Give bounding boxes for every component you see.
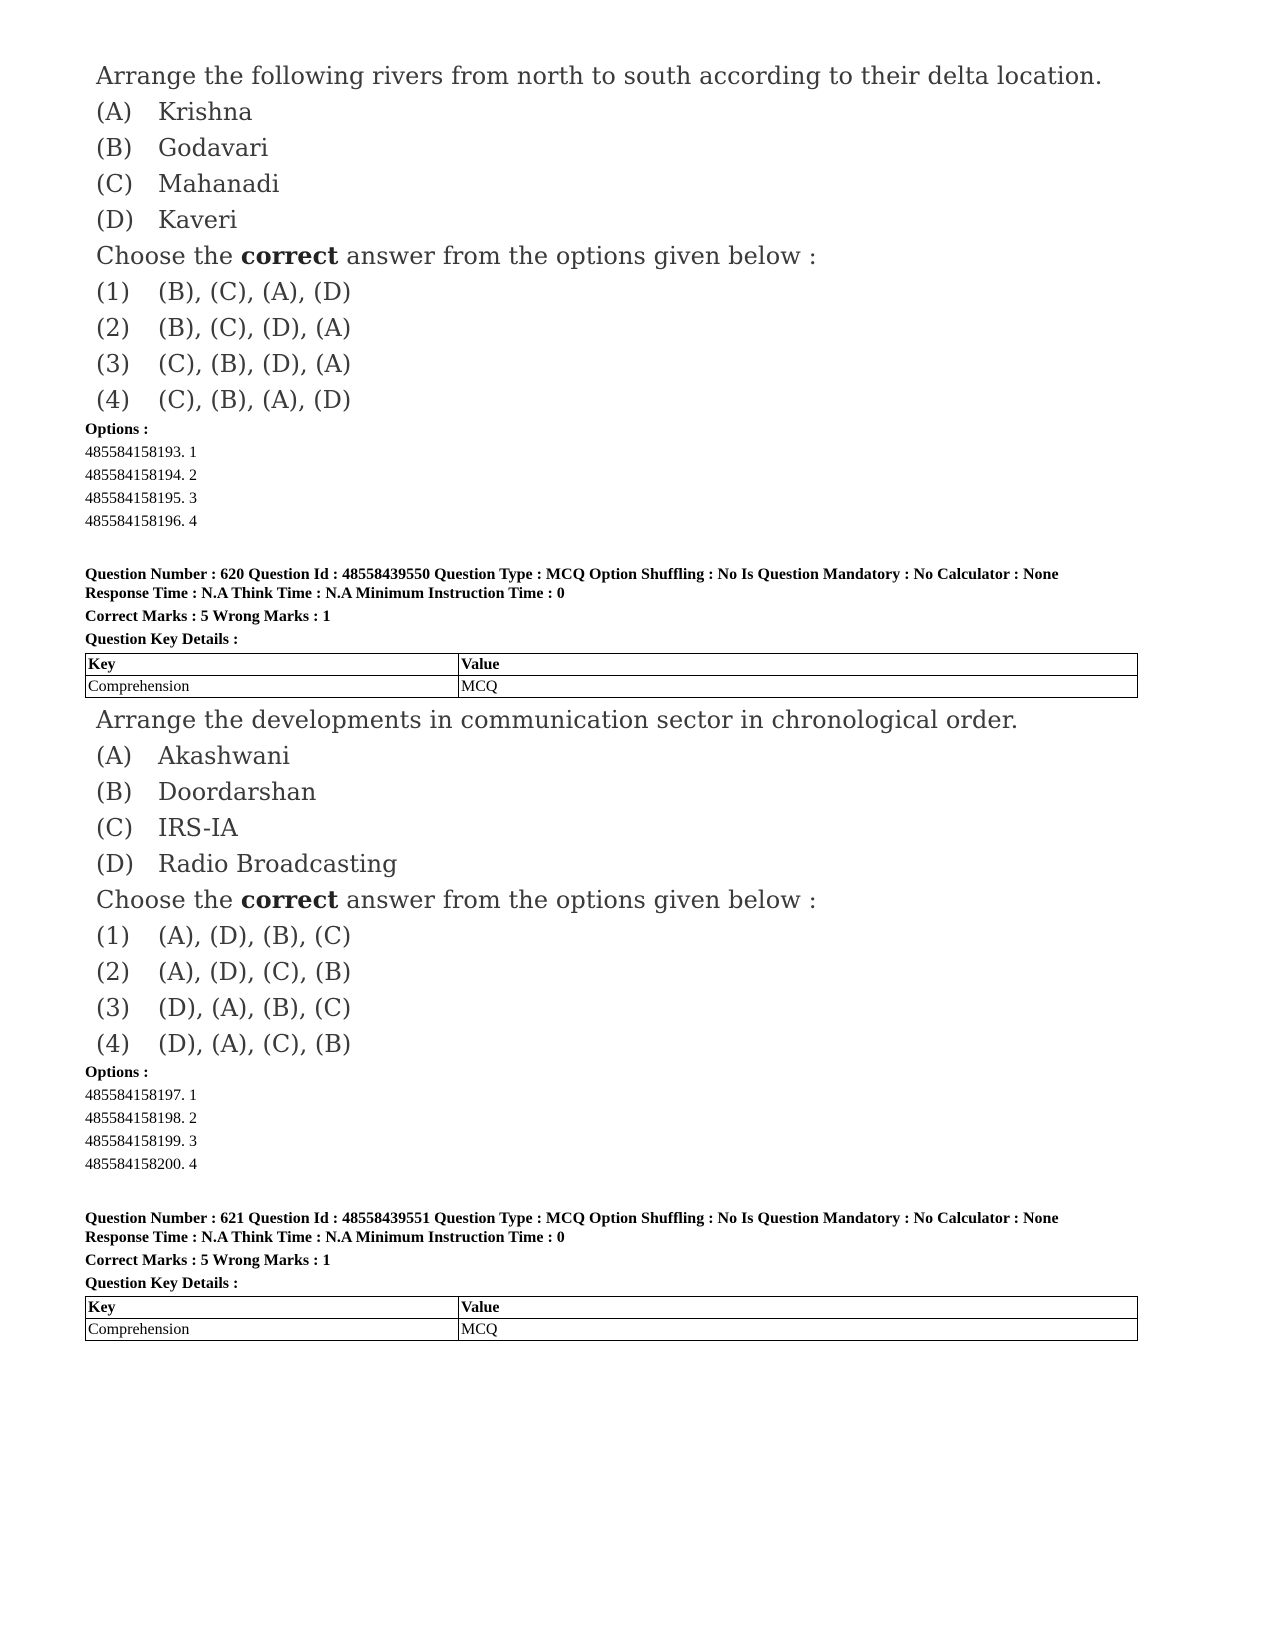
item-text: Akashwani bbox=[158, 742, 290, 770]
question-619-image bbox=[96, 58, 1103, 418]
answer-label: (4) bbox=[96, 386, 130, 414]
answer-label: (2) bbox=[96, 314, 130, 342]
item-label: (C) bbox=[96, 170, 134, 198]
answer-label: (1) bbox=[96, 922, 130, 950]
question-620-header bbox=[85, 563, 1059, 651]
answer-label: (4) bbox=[96, 1030, 130, 1058]
answer-row bbox=[96, 1026, 1076, 1062]
item-text: Godavari bbox=[158, 134, 269, 162]
option-id: 485584158198. 2 bbox=[85, 1110, 197, 1127]
choose-pre: Choose the bbox=[96, 242, 241, 270]
question-key-table bbox=[85, 653, 1138, 698]
item-label: (C) bbox=[96, 814, 134, 842]
answer-text: (A), (D), (C), (B) bbox=[158, 958, 352, 986]
question-stem: Arrange the developments in communication sector in chronological order. bbox=[96, 706, 1019, 734]
options-block bbox=[85, 1061, 197, 1176]
option-id: 485584158195. 3 bbox=[85, 490, 197, 507]
table-row bbox=[86, 1319, 1138, 1341]
answer-label: (2) bbox=[96, 958, 130, 986]
table-header-value: Value bbox=[459, 654, 1138, 676]
choose-post: answer from the options given below : bbox=[338, 886, 817, 914]
question-header-line: Question Number : 621 Question Id : 48558439551 Question Type : MCQ Option Shuffling : No Is Question Mandatory : No Calculator : None bbox=[85, 1210, 1059, 1227]
answer-text: (B), (C), (D), (A) bbox=[158, 314, 352, 342]
option-id: 485584158194. 2 bbox=[85, 467, 197, 484]
item-text: Doordarshan bbox=[158, 778, 317, 806]
question-header-line: Response Time : N.A Think Time : N.A Minimum Instruction Time : 0 bbox=[85, 585, 565, 602]
key-details-label: Question Key Details : bbox=[85, 1275, 239, 1292]
item-text: Radio Broadcasting bbox=[158, 850, 398, 878]
item-label: (A) bbox=[96, 98, 133, 126]
answer-row bbox=[96, 346, 1076, 382]
question-key-table bbox=[85, 1296, 1138, 1341]
table-cell-key: Comprehension bbox=[86, 676, 459, 698]
key-details-label: Question Key Details : bbox=[85, 631, 239, 648]
answer-row bbox=[96, 382, 1076, 418]
option-id: 485584158200. 4 bbox=[85, 1156, 197, 1173]
item-label: (B) bbox=[96, 778, 133, 806]
item-row bbox=[96, 810, 1076, 846]
question-header-line: Question Number : 620 Question Id : 48558439550 Question Type : MCQ Option Shuffling : No Is Question Mandatory : No Calculator : None bbox=[85, 566, 1059, 583]
answer-row bbox=[96, 990, 1076, 1026]
option-id: 485584158197. 1 bbox=[85, 1087, 197, 1104]
choose-bold: correct bbox=[240, 241, 339, 270]
item-text: Krishna bbox=[158, 98, 253, 126]
answer-text: (C), (B), (A), (D) bbox=[158, 386, 352, 414]
choose-pre: Choose the bbox=[96, 886, 241, 914]
item-row bbox=[96, 202, 1076, 238]
table-header-key: Key bbox=[86, 654, 459, 676]
item-label: (A) bbox=[96, 742, 133, 770]
answer-text: (B), (C), (A), (D) bbox=[158, 278, 352, 306]
answer-label: (1) bbox=[96, 278, 130, 306]
answer-row bbox=[96, 274, 1076, 310]
item-row bbox=[96, 94, 1076, 130]
choose-instruction bbox=[96, 238, 1076, 274]
option-id: 485584158199. 3 bbox=[85, 1133, 197, 1150]
table-row bbox=[86, 654, 1138, 676]
item-label: (B) bbox=[96, 134, 133, 162]
choose-bold: correct bbox=[240, 885, 339, 914]
item-label: (D) bbox=[96, 850, 134, 878]
item-row bbox=[96, 774, 1076, 810]
item-text: Kaveri bbox=[158, 206, 238, 234]
table-header-key: Key bbox=[86, 1297, 459, 1319]
question-620-image bbox=[96, 702, 1076, 1062]
item-text: Mahanadi bbox=[158, 170, 280, 198]
item-row bbox=[96, 166, 1076, 202]
table-cell-value: MCQ bbox=[459, 676, 1138, 698]
marks-line: Correct Marks : 5 Wrong Marks : 1 bbox=[85, 1252, 331, 1269]
option-id: 485584158196. 4 bbox=[85, 513, 197, 530]
item-label: (D) bbox=[96, 206, 134, 234]
question-621-header bbox=[85, 1207, 1059, 1295]
answer-label: (3) bbox=[96, 350, 130, 378]
option-id: 485584158193. 1 bbox=[85, 444, 197, 461]
answer-text: (D), (A), (C), (B) bbox=[158, 1030, 352, 1058]
item-row bbox=[96, 738, 1076, 774]
answer-text: (C), (B), (D), (A) bbox=[158, 350, 352, 378]
marks-line: Correct Marks : 5 Wrong Marks : 1 bbox=[85, 608, 331, 625]
choose-instruction bbox=[96, 882, 1076, 918]
table-header-value: Value bbox=[459, 1297, 1138, 1319]
item-text: IRS-IA bbox=[158, 814, 238, 842]
table-row bbox=[86, 676, 1138, 698]
item-row bbox=[96, 130, 1076, 166]
choose-post: answer from the options given below : bbox=[338, 242, 817, 270]
table-row bbox=[86, 1297, 1138, 1319]
answer-text: (D), (A), (B), (C) bbox=[158, 994, 352, 1022]
table-cell-key: Comprehension bbox=[86, 1319, 459, 1341]
answer-text: (A), (D), (B), (C) bbox=[158, 922, 352, 950]
table-cell-value: MCQ bbox=[459, 1319, 1138, 1341]
options-heading: Options : bbox=[85, 421, 149, 438]
answer-row bbox=[96, 954, 1076, 990]
answer-label: (3) bbox=[96, 994, 130, 1022]
answer-row bbox=[96, 918, 1076, 954]
options-heading: Options : bbox=[85, 1064, 149, 1081]
item-row bbox=[96, 846, 1076, 882]
options-block bbox=[85, 418, 197, 533]
answer-row bbox=[96, 310, 1076, 346]
question-stem: Arrange the following rivers from north to south according to their delta location. bbox=[96, 62, 1103, 90]
question-header-line: Response Time : N.A Think Time : N.A Minimum Instruction Time : 0 bbox=[85, 1229, 565, 1246]
